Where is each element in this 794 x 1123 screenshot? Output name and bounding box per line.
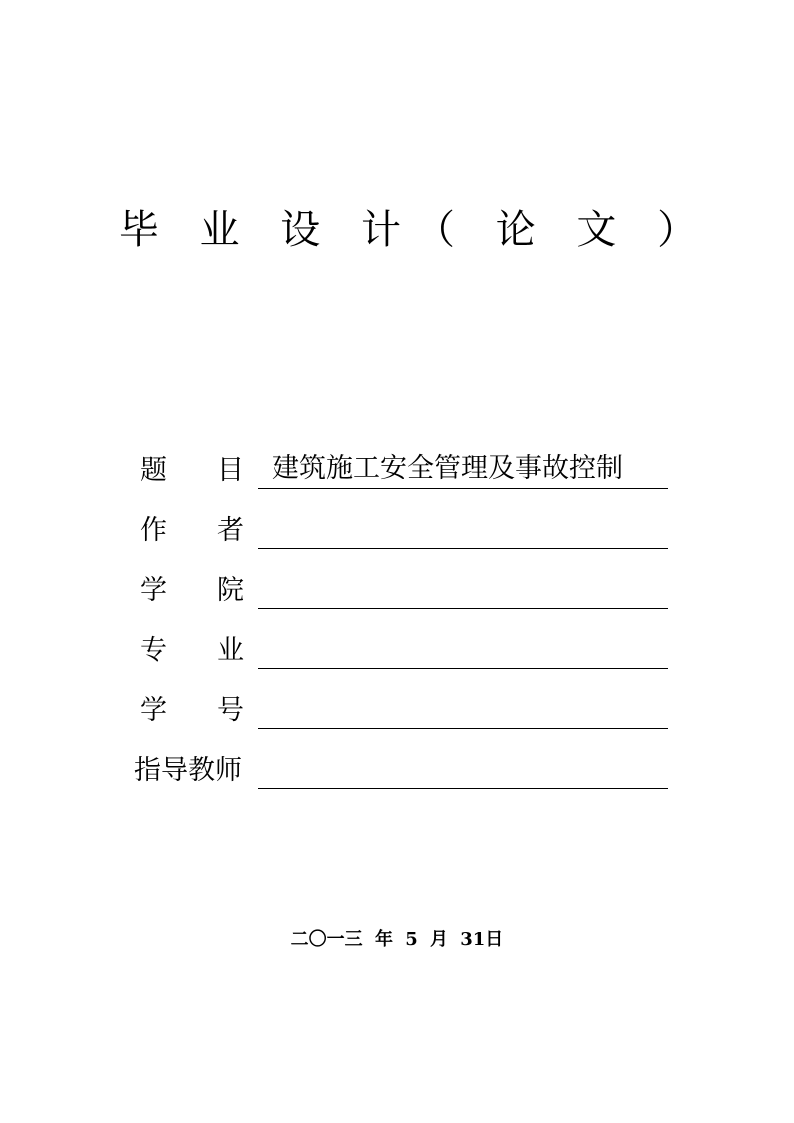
field-label-char: 作 bbox=[140, 515, 167, 546]
field-label-char: 专 bbox=[140, 635, 167, 666]
field-label-char: 院 bbox=[217, 575, 244, 606]
field-row-major bbox=[134, 620, 670, 680]
field-underline-author bbox=[258, 508, 668, 549]
field-row-advisor bbox=[134, 740, 670, 800]
field-label-char: 学 bbox=[140, 575, 167, 606]
field-label-student-id bbox=[134, 693, 250, 729]
document-title: 毕 业 设 计（ 论 文 ） bbox=[118, 207, 712, 253]
info-form bbox=[134, 440, 670, 800]
field-label-major bbox=[134, 633, 250, 669]
field-label-char: 题 bbox=[140, 455, 167, 486]
field-label-char: 者 bbox=[217, 515, 244, 546]
field-underline-topic bbox=[258, 448, 668, 489]
field-row-college bbox=[134, 560, 670, 620]
field-underline-college bbox=[258, 568, 668, 609]
field-row-student-id bbox=[134, 680, 670, 740]
field-label-advisor: 指导教师 bbox=[134, 755, 242, 786]
field-underline-student-id bbox=[258, 688, 668, 729]
field-underline-major bbox=[258, 628, 668, 669]
field-label-char: 目 bbox=[217, 455, 244, 486]
field-label-topic bbox=[134, 453, 250, 489]
field-value-topic: 建筑施工安全管理及事故控制 bbox=[272, 453, 623, 484]
field-row-topic bbox=[134, 440, 670, 500]
field-underline-advisor bbox=[258, 748, 668, 789]
field-label-college bbox=[134, 573, 250, 609]
field-label-char: 学 bbox=[140, 695, 167, 726]
document-date: 二〇一三 年 5 月 31日 bbox=[290, 929, 504, 950]
field-row-author bbox=[134, 500, 670, 560]
field-label-char: 号 bbox=[217, 695, 244, 726]
field-label-char: 业 bbox=[217, 635, 244, 666]
field-label-author bbox=[134, 513, 250, 549]
